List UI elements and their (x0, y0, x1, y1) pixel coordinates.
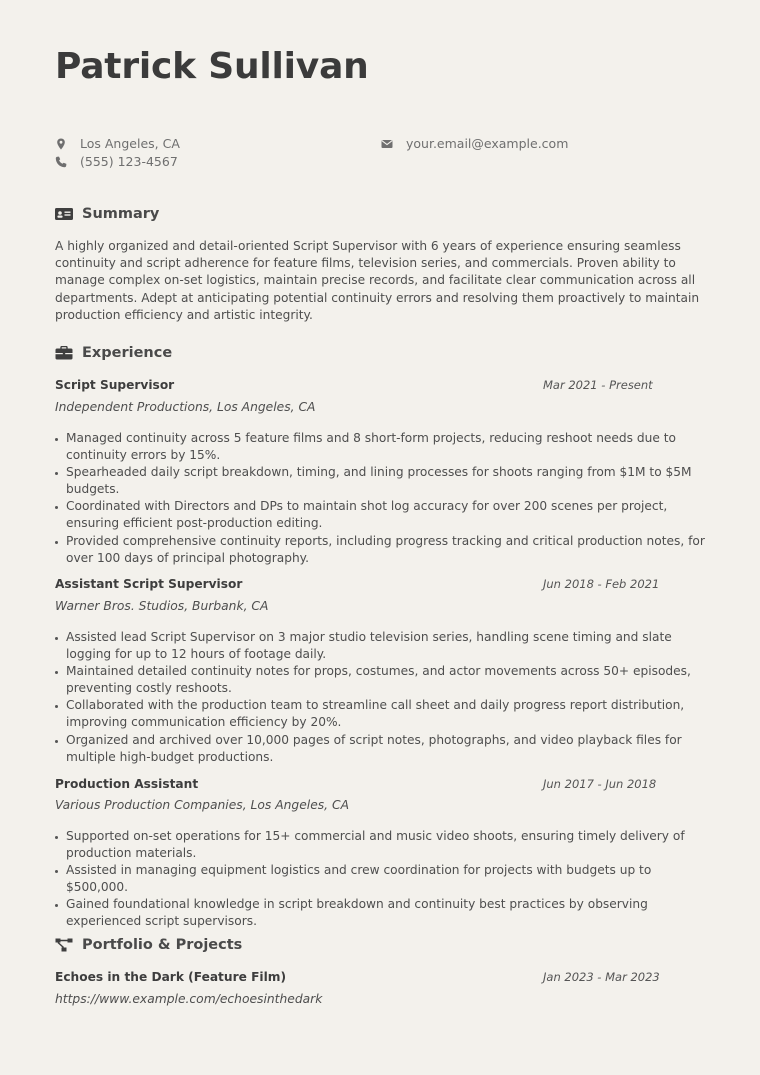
job-organization: Independent Productions, Los Angeles, CA (55, 400, 316, 414)
briefcase-icon (55, 346, 73, 360)
envelope-icon (381, 138, 393, 150)
summary-heading-text: Summary (82, 206, 160, 222)
list-item: Gained foundational knowledge in script breakdown and continuity best practices by observing experienced script supervisors. (55, 896, 705, 930)
location-text: Los Angeles, CA (80, 136, 180, 151)
experience-heading (55, 345, 172, 361)
list-item: Spearheaded daily script breakdown, timing, and lining processes for shoots ranging from $1M to $5M budgets. (55, 464, 705, 498)
job-date: Mar 2021 - Present (543, 378, 653, 392)
email-text[interactable]: your.email@example.com (406, 136, 569, 151)
job-title: Script Supervisor (55, 378, 175, 392)
project-diagram-icon (55, 938, 73, 952)
candidate-name: Patrick Sullivan (55, 46, 369, 87)
job-organization: Warner Bros. Studios, Burbank, CA (55, 599, 269, 613)
job-bullets (55, 629, 705, 766)
project-title: Echoes in the Dark (Feature Film) (55, 970, 287, 984)
list-item: Organized and archived over 10,000 pages of script notes, photographs, and video playback files for multiple high-budget productions. (55, 732, 705, 766)
job-bullets (55, 828, 705, 931)
contact-location (55, 136, 180, 151)
phone-text: (555) 123-4567 (80, 154, 178, 169)
project-link[interactable]: https://www.example.com/echoesinthedark (55, 992, 323, 1006)
list-item: Coordinated with Directors and DPs to maintain shot log accuracy for over 200 scenes per project, ensuring efficient post-production editing. (55, 498, 705, 532)
summary-text: A highly organized and detail-oriented Script Supervisor with 6 years of experience ensuring seamless continuity and script adherence for feature films, television series, and commercials. Proven ability to manage complex on-set logistics, maintain precise records, and facilitate clear communication across all departments. Adept at anticipating potential continuity errors and resolving them proactively to maintain production efficiency and artistic integrity. (55, 239, 700, 322)
contact-email (381, 136, 568, 151)
list-item: Maintained detailed continuity notes for props, costumes, and actor movements across 50+ episodes, preventing costly reshoots. (55, 663, 705, 697)
job-title: Production Assistant (55, 777, 199, 791)
list-item: Collaborated with the production team to streamline call sheet and daily progress report distribution, improving communication efficiency by 20%. (55, 697, 705, 731)
phone-icon (55, 156, 67, 168)
job-bullets (55, 430, 705, 567)
list-item: Assisted in managing equipment logistics and crew coordination for projects with budgets up to $500,000. (55, 862, 705, 896)
id-card-icon (55, 207, 73, 221)
experience-heading-text: Experience (82, 345, 173, 361)
list-item: Assisted lead Script Supervisor on 3 major studio television series, handling scene timing and slate logging for up to 12 hours of footage daily. (55, 629, 705, 663)
job-organization: Various Production Companies, Los Angeles, CA (55, 798, 349, 812)
job-title: Assistant Script Supervisor (55, 577, 243, 591)
list-item: Provided comprehensive continuity reports, including progress tracking and critical production notes, for over 100 days of principal photography. (55, 533, 705, 567)
project-date: Jan 2023 - Mar 2023 (543, 970, 660, 984)
summary-heading (55, 206, 159, 222)
job-date: Jun 2017 - Jun 2018 (543, 777, 657, 791)
job-date: Jun 2018 - Feb 2021 (543, 577, 660, 591)
map-marker-icon (55, 138, 67, 150)
list-item: Supported on-set operations for 15+ commercial and music video shoots, ensuring timely delivery of production materials. (55, 828, 705, 862)
list-item: Managed continuity across 5 feature films and 8 short-form projects, reducing reshoot needs due to continuity errors by 15%. (55, 430, 705, 464)
portfolio-heading (55, 937, 242, 953)
portfolio-heading-text: Portfolio & Projects (82, 937, 243, 953)
contact-phone (55, 154, 178, 169)
